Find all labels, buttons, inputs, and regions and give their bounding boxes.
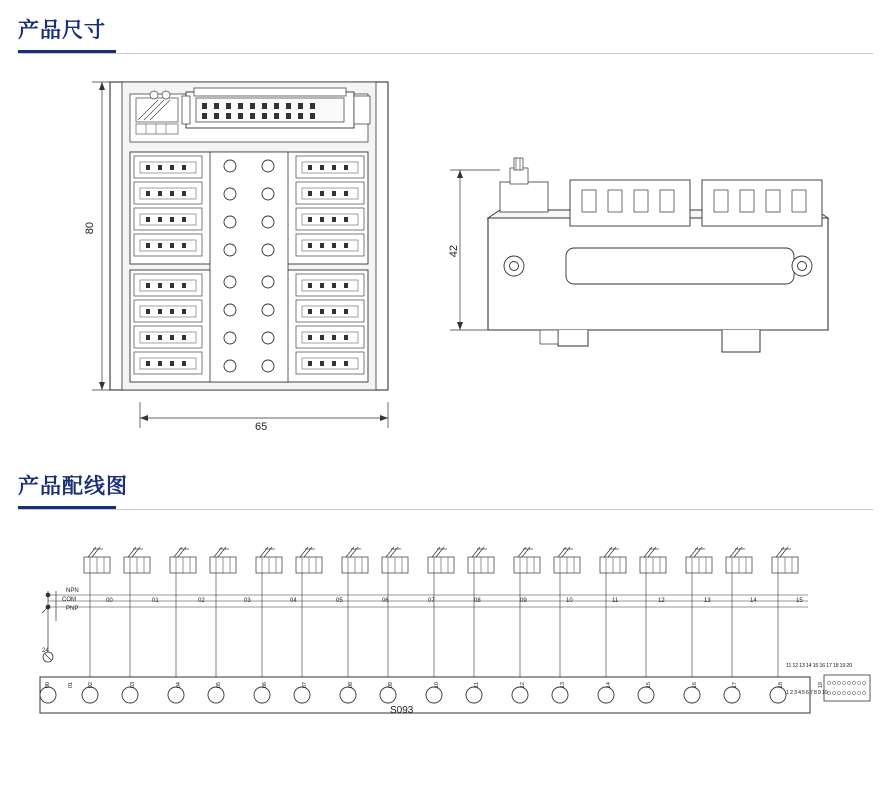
terminal-label-01: 01: [68, 682, 74, 689]
page-title-wiring: 产品配线图: [18, 475, 128, 498]
terminal-label-06: 06: [262, 682, 268, 689]
terminal-label-00: 00: [45, 682, 51, 689]
dimension-width-label: 65: [255, 421, 268, 433]
front-view-drawing: [70, 70, 490, 460]
terminal-label-15: 15: [646, 682, 652, 689]
side-view-drawing: [440, 100, 860, 400]
channel-label-10: 10: [566, 598, 573, 604]
channel-label-13: 13: [704, 598, 711, 604]
channel-label-07: 07: [428, 598, 435, 604]
channel-label-01: 01: [152, 598, 159, 604]
model-label: S093: [390, 705, 414, 716]
terminal-label-08: 08: [348, 682, 354, 689]
channel-label-15: 15: [796, 598, 803, 604]
channel-label-08: 08: [474, 598, 481, 604]
wiring-diagram: [18, 525, 873, 775]
channel-label-00: 00: [106, 598, 113, 604]
dimensions-title-block: [18, 14, 116, 53]
terminal-label-02: 02: [88, 682, 94, 689]
divider-top: [18, 53, 873, 54]
terminal-label-10: 10: [434, 682, 440, 689]
channel-label-11: 11: [612, 598, 619, 604]
channel-label-14: 14: [750, 598, 757, 604]
terminal-label-05: 05: [216, 682, 222, 689]
terminal-label-18: 18: [778, 682, 784, 689]
channel-label-06: 06: [382, 598, 389, 604]
channel-label-03: 03: [244, 598, 251, 604]
channel-label-12: 12: [658, 598, 665, 604]
terminal-label-16: 16: [692, 682, 698, 689]
terminal-label-13: 13: [560, 682, 566, 689]
mode-label-npn: NPN: [66, 588, 79, 594]
channel-label-05: 05: [336, 598, 343, 604]
terminal-label-09: 09: [388, 682, 394, 689]
terminal-label-14: 14: [606, 682, 612, 689]
mode-label-pnp: PNP: [66, 606, 79, 612]
channel-label-04: 04: [290, 598, 297, 604]
ground-label: 24: [42, 648, 49, 654]
terminal-label-04: 04: [176, 682, 182, 689]
terminal-label-11: 11: [474, 682, 480, 688]
connector-bottom-pin-numbers: 1 2 3 4 5 6 7 8 9 10: [786, 690, 828, 696]
terminal-label-17: 17: [732, 682, 738, 689]
mode-label-com: COM: [62, 597, 76, 603]
terminal-label-07: 07: [302, 682, 308, 689]
terminal-label-19: 19: [818, 682, 824, 689]
channel-label-09: 09: [520, 598, 527, 604]
dimension-height-label: 80: [84, 222, 96, 235]
page-title-dimensions: 产品尺寸: [18, 19, 106, 42]
terminal-label-03: 03: [130, 682, 136, 689]
dimension-side-height-label: 42: [448, 245, 460, 258]
wiring-title-block: [18, 470, 128, 509]
terminal-label-12: 12: [520, 682, 526, 689]
channel-label-02: 02: [198, 598, 205, 604]
connector-top-pin-numbers: 11 12 13 14 15 16 17 18 19 20: [786, 663, 852, 669]
divider-middle: [18, 509, 873, 510]
